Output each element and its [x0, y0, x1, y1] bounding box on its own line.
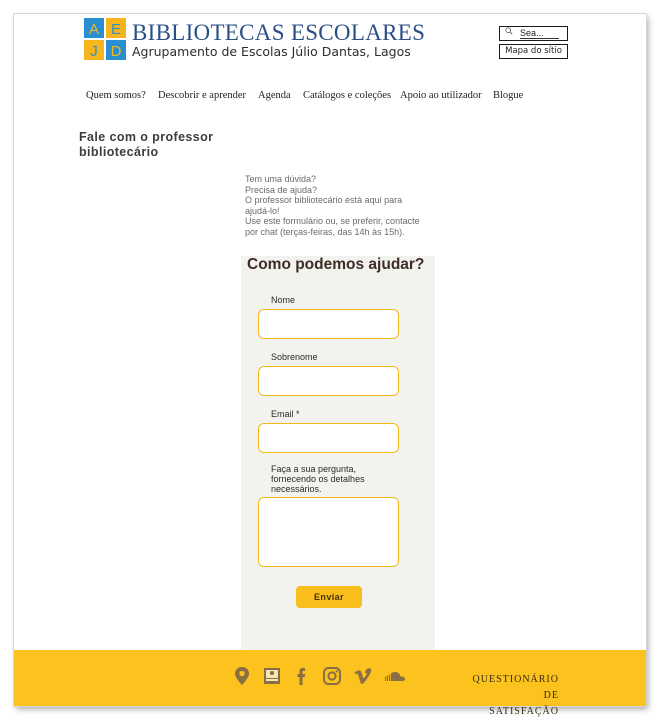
nav-item-agenda[interactable]: Agenda: [258, 90, 291, 101]
question-label-line: fornecendo os detalhes: [271, 474, 365, 484]
intro-text: [245, 174, 435, 237]
survey-line-2: SATISFAÇÃO: [489, 706, 559, 717]
question-label-line: necessários.: [271, 484, 322, 494]
svg-text:E: E: [110, 21, 122, 38]
intro-line: ajudá-lo!: [245, 205, 280, 216]
svg-text:J: J: [90, 43, 98, 60]
question-textarea[interactable]: [258, 497, 399, 567]
site-subtitle: Agrupamento de Escolas Júlio Dantas, Lagos: [132, 44, 411, 59]
satisfaction-survey-link[interactable]: [465, 672, 559, 720]
vimeo-icon[interactable]: [352, 665, 374, 687]
question-label-line: Faça a sua pergunta,: [271, 464, 357, 474]
first-name-input[interactable]: [258, 309, 399, 339]
search-placeholder: Sea...: [520, 28, 544, 38]
intro-line: Tem uma dúvida?: [245, 174, 317, 184]
form-title: Como podemos ajudar?: [247, 256, 425, 273]
page-title-line-2: bibliotecário: [79, 145, 159, 159]
intro-line: Precisa de ajuda?: [245, 184, 318, 195]
intro-line: O professor bibliotecário está aqui para: [245, 195, 403, 205]
facebook-icon[interactable]: [291, 665, 313, 687]
submit-button[interactable]: Enviar: [296, 586, 362, 608]
nav-item-blogue[interactable]: Blogue: [493, 90, 524, 101]
search-icon: [505, 27, 513, 35]
intro-line: por chat (terças-feiras, das 14h às 15h).: [245, 226, 405, 237]
nav-item-quem-somos[interactable]: Quem somos?: [86, 90, 146, 101]
email-label: Email *: [271, 409, 300, 419]
nav-item-descobrir[interactable]: Descobrir e aprender: [158, 90, 247, 101]
page-frame: [14, 14, 646, 717]
email-field[interactable]: [258, 423, 399, 453]
svg-text:D: D: [110, 43, 122, 60]
instagram-icon[interactable]: [321, 665, 343, 687]
svg-text:A: A: [88, 21, 100, 38]
nav-item-catalogos[interactable]: Catálogos e coleções: [303, 90, 392, 101]
footer: [14, 650, 646, 717]
survey-line-1: QUESTIONÁRIO DE: [472, 674, 559, 701]
last-name-label: Sobrenome: [271, 352, 318, 362]
intro-line: Use este formulário ou, se preferir, contacte: [245, 216, 420, 226]
first-name-label: Nome: [271, 295, 296, 305]
soundcloud-icon[interactable]: [382, 665, 408, 687]
question-label: [271, 464, 365, 494]
contact-card-icon[interactable]: [261, 665, 283, 687]
last-name-input[interactable]: [258, 366, 399, 396]
page-title: [79, 130, 249, 160]
site-title[interactable]: BIBLIOTECAS ESCOLARES: [132, 20, 426, 45]
nav-item-apoio[interactable]: Apoio ao utilizador: [400, 90, 482, 101]
school-library-logo[interactable]: [84, 18, 126, 60]
location-pin-icon[interactable]: [231, 665, 253, 687]
contact-form: [241, 256, 435, 660]
page-title-line-1: Fale com o professor: [79, 130, 214, 144]
search-input[interactable]: [499, 26, 568, 41]
sitemap-button[interactable]: Mapa do sítio: [499, 44, 568, 59]
